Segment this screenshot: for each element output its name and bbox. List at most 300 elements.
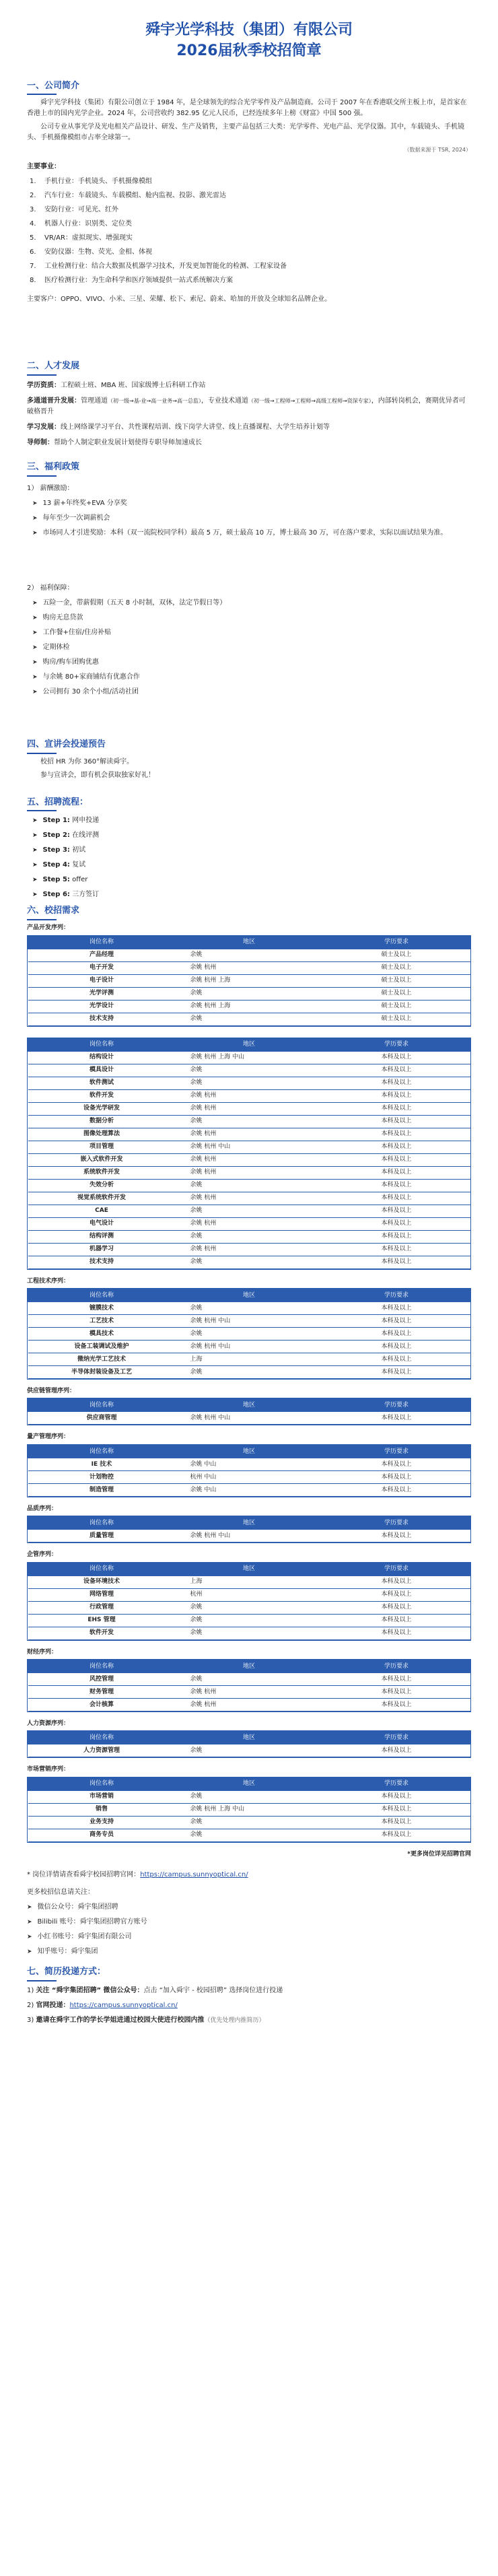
position-degree: 本科及以上 bbox=[323, 1064, 470, 1077]
table-header-cell: 学历要求 bbox=[323, 1563, 470, 1575]
table-header-cell: 地区 bbox=[176, 936, 323, 949]
position-degree: 本科及以上 bbox=[323, 1672, 470, 1685]
position-degree: 本科及以上 bbox=[323, 1089, 470, 1102]
position-location: 余姚 杭州 bbox=[176, 1166, 323, 1179]
table-header-cell: 岗位名称 bbox=[28, 1399, 176, 1412]
table-row bbox=[28, 961, 470, 974]
position-name: 供应商管理 bbox=[28, 1412, 176, 1425]
position-location: 余姚 bbox=[176, 1790, 323, 1803]
company-intro-para-2: 公司专业从事光学及光电相关产品设计、研发、生产及销售，主要产品包括三大类：光学零件、光电产品、光学仪器。其中，车载镜头、手机镜头、手机摄像模组市占率全球第一。 bbox=[27, 123, 464, 142]
table-row bbox=[28, 1627, 470, 1639]
table-row bbox=[28, 1483, 470, 1496]
table-row bbox=[28, 1179, 470, 1192]
table-header-cell: 岗位名称 bbox=[28, 1732, 176, 1744]
table-row bbox=[28, 1340, 470, 1353]
welfare-item: ➤ 定期体检 bbox=[32, 642, 471, 653]
process-step: ➤ Step 5: offer bbox=[32, 875, 471, 885]
position-name: 制造管理 bbox=[28, 1483, 176, 1496]
position-degree: 本科及以上 bbox=[323, 1102, 470, 1115]
position-location: 余姚 bbox=[176, 1829, 323, 1841]
table-row bbox=[28, 1327, 470, 1340]
table-row bbox=[28, 1575, 470, 1588]
table-row bbox=[28, 1314, 470, 1327]
table-row bbox=[28, 974, 470, 987]
position-degree: 本科及以上 bbox=[323, 1575, 470, 1588]
business-item: 1. 手机行业：手机镜头、手机摄像模组 bbox=[30, 178, 152, 186]
position-name: 视觉系统软件开发 bbox=[28, 1192, 176, 1205]
business-item: 6. 安防仪器：生物、荧光、金相、体视 bbox=[30, 248, 152, 257]
position-degree: 硕士及以上 bbox=[323, 949, 470, 961]
official-site-link[interactable]: https://campus.sunnyoptical.cn/ bbox=[140, 1871, 248, 1879]
position-degree: 本科及以上 bbox=[323, 1614, 470, 1627]
position-degree: 本科及以上 bbox=[323, 1128, 470, 1141]
position-name: 项目管理 bbox=[28, 1141, 176, 1153]
compensation-item: ➤ 13 薪+年终奖+EVA 分享奖 bbox=[32, 498, 471, 509]
position-degree: 本科及以上 bbox=[323, 1051, 470, 1064]
position-table bbox=[28, 1289, 470, 1379]
table-header-cell: 岗位名称 bbox=[28, 936, 176, 949]
position-degree: 本科及以上 bbox=[323, 1412, 470, 1425]
position-location: 余姚 杭州 上海 中山 bbox=[176, 1803, 323, 1816]
data-source-note: （数据来源于 TSR, 2024） bbox=[404, 147, 471, 154]
company-intro-para-1: 舜宇光学科技（集团）有限公司创立于 1984 年，是全球领先的综合光学零件及产品制造商。公司于 2007 年在香港联交所主板上市，是首家在香港上市的国内光学企业。2024 年，公司营收约 382.95 亿元人民币，已经连续多年上榜《财富》中国 500 强。 bbox=[27, 99, 467, 118]
position-table bbox=[28, 1398, 470, 1425]
table-row bbox=[28, 1128, 470, 1141]
position-name: 计划物控 bbox=[28, 1470, 176, 1483]
table-header-cell: 地区 bbox=[176, 1445, 323, 1458]
position-degree: 本科及以上 bbox=[323, 1141, 470, 1153]
table-row bbox=[28, 1803, 470, 1816]
table-row bbox=[28, 1412, 470, 1425]
table-row bbox=[28, 1205, 470, 1217]
position-degree: 本科及以上 bbox=[323, 1790, 470, 1803]
position-name: 半导体封装设备及工艺 bbox=[28, 1365, 176, 1378]
position-name: 质量管理 bbox=[28, 1530, 176, 1543]
section-benefits-heading: 三、福利政策 bbox=[27, 461, 471, 477]
position-name: 电气设计 bbox=[28, 1217, 176, 1230]
position-degree: 本科及以上 bbox=[323, 1458, 470, 1470]
more-positions-note: *更多岗位详见招聘官网 bbox=[407, 1850, 471, 1858]
position-name: 系统软件开发 bbox=[28, 1166, 176, 1179]
table-row bbox=[28, 1530, 470, 1543]
position-table bbox=[28, 1660, 470, 1711]
table-header-cell: 地区 bbox=[176, 1289, 323, 1301]
position-degree: 本科及以上 bbox=[323, 1353, 470, 1365]
position-location: 余姚 bbox=[176, 1601, 323, 1614]
business-item: 7. 工业检测行业：结合大数据及机器学习技术，开发更加智能化的检测、工程家设备 bbox=[30, 263, 287, 271]
position-location: 余姚 杭州 bbox=[176, 1128, 323, 1141]
position-degree: 本科及以上 bbox=[323, 1256, 470, 1268]
position-name: 产品经理 bbox=[28, 949, 176, 961]
position-name: 人力资源管理 bbox=[28, 1744, 176, 1757]
official-site-line: * 岗位详情请查看舜宇校园招聘官网：https://campus.sunnyoptical.cn/ bbox=[27, 1871, 248, 1879]
position-name: 结构设计 bbox=[28, 1051, 176, 1064]
welfare-item: ➤ 购房无息贷款 bbox=[32, 613, 471, 623]
position-location: 上海 bbox=[176, 1353, 323, 1365]
table-row bbox=[28, 949, 470, 961]
position-group-title: 企管序列： bbox=[27, 1551, 58, 1559]
business-item: 5. VR/AR：虚拟现实、增强现实 bbox=[30, 234, 133, 242]
process-step: ➤ Step 2: 在线评测 bbox=[32, 830, 471, 841]
table-row bbox=[28, 1829, 470, 1841]
position-degree: 本科及以上 bbox=[323, 1217, 470, 1230]
position-location: 上海 bbox=[176, 1575, 323, 1588]
position-name: 机器学习 bbox=[28, 1243, 176, 1256]
position-name: 失效分析 bbox=[28, 1179, 176, 1192]
position-location: 余姚 bbox=[176, 1013, 323, 1025]
position-location: 余姚 杭州 中山 bbox=[176, 1530, 323, 1543]
position-location: 余姚 杭州 bbox=[176, 1685, 323, 1698]
table-header-cell: 学历要求 bbox=[323, 1517, 470, 1530]
position-name: 设备光学研发 bbox=[28, 1102, 176, 1115]
position-table bbox=[28, 1731, 470, 1757]
process-steps bbox=[27, 815, 471, 900]
position-location: 余姚 bbox=[176, 1077, 323, 1089]
position-name: 行政管理 bbox=[28, 1601, 176, 1614]
position-degree: 本科及以上 bbox=[323, 1166, 470, 1179]
position-degree: 本科及以上 bbox=[323, 1243, 470, 1256]
table-header-cell: 地区 bbox=[176, 1399, 323, 1412]
welfare-item: ➤ 工作餐+住宿/住房补贴 bbox=[32, 628, 471, 638]
business-item: 8. 医疗检测行业：为生命科学和医疗领域提供一站式系统解决方案 bbox=[30, 277, 233, 285]
position-location: 余姚 bbox=[176, 1672, 323, 1685]
position-name: 业务支持 bbox=[28, 1816, 176, 1829]
position-location: 余姚 bbox=[176, 1179, 323, 1192]
position-degree: 硕士及以上 bbox=[323, 1013, 470, 1025]
table-row bbox=[28, 1000, 470, 1013]
section-company-intro-heading: 一、公司简介 bbox=[27, 79, 471, 96]
position-degree: 本科及以上 bbox=[323, 1627, 470, 1639]
position-name: 工艺技术 bbox=[28, 1314, 176, 1327]
position-group-title: 产品开发序列： bbox=[27, 924, 70, 932]
table-row bbox=[28, 1115, 470, 1128]
position-degree: 本科及以上 bbox=[323, 1685, 470, 1698]
position-name: 电子开发 bbox=[28, 961, 176, 974]
table-header-cell: 学历要求 bbox=[323, 1399, 470, 1412]
follow-item: ➤ 知乎账号：舜宇集团 bbox=[27, 1946, 471, 1957]
table-row bbox=[28, 1365, 470, 1378]
apply-item: 2) 官网投递：https://campus.sunnyoptical.cn/ bbox=[27, 2001, 178, 2009]
position-name: 微纳光学工艺技术 bbox=[28, 1353, 176, 1365]
position-degree: 硕士及以上 bbox=[323, 961, 470, 974]
presentation-line-2: 参与宣讲会，即有机会获取独家好礼！ bbox=[40, 771, 155, 779]
table-row bbox=[28, 1243, 470, 1256]
table-row bbox=[28, 1102, 470, 1115]
welfare-item: ➤ 与余姚 80+家商铺结有优惠合作 bbox=[32, 672, 471, 683]
position-location: 余姚 bbox=[176, 1064, 323, 1077]
position-location: 余姚 杭州 上海 bbox=[176, 974, 323, 987]
table-row bbox=[28, 1153, 470, 1166]
position-location: 余姚 杭州 bbox=[176, 1243, 323, 1256]
table-header-cell: 学历要求 bbox=[323, 1660, 470, 1672]
position-location: 余姚 杭州 bbox=[176, 961, 323, 974]
position-location: 余姚 杭州 上海 bbox=[176, 1000, 323, 1013]
talent-item-mentor: 导师制：帮助个人制定职业发展计划使得专职导师加速成长 bbox=[27, 438, 202, 446]
table-header-cell: 地区 bbox=[176, 1777, 323, 1790]
talent-item-qualification: 学历资质：工程硕士班、MBA 班、国家级博士后科研工作站 bbox=[27, 381, 206, 389]
position-name: 网络管理 bbox=[28, 1588, 176, 1601]
process-step: ➤ Step 1: 网申投递 bbox=[32, 815, 471, 826]
position-location: 余姚 bbox=[176, 1256, 323, 1268]
position-location: 余姚 bbox=[176, 1365, 323, 1378]
position-location: 余姚 bbox=[176, 1205, 323, 1217]
table-header-cell: 地区 bbox=[176, 1660, 323, 1672]
position-group-title: 人力资源序列： bbox=[27, 1720, 70, 1727]
table-row bbox=[28, 1353, 470, 1365]
process-step: ➤ Step 4: 复试 bbox=[32, 860, 471, 871]
table-row bbox=[28, 987, 470, 1000]
position-degree: 本科及以上 bbox=[323, 1115, 470, 1128]
table-header-cell: 学历要求 bbox=[323, 1732, 470, 1744]
position-location: 余姚 杭州 bbox=[176, 1089, 323, 1102]
table-header-cell: 学历要求 bbox=[323, 1289, 470, 1301]
table-header-cell: 学历要求 bbox=[323, 1777, 470, 1790]
position-degree: 本科及以上 bbox=[323, 1192, 470, 1205]
position-location: 余姚 杭州 中山 bbox=[176, 1141, 323, 1153]
apply-methods bbox=[27, 1986, 471, 2026]
position-degree: 本科及以上 bbox=[323, 1205, 470, 1217]
table-row bbox=[28, 1470, 470, 1483]
position-degree: 本科及以上 bbox=[323, 1153, 470, 1166]
company-title: 舜宇光学科技（集团）有限公司 bbox=[145, 22, 353, 38]
welfare-list bbox=[27, 598, 471, 698]
table-row bbox=[28, 1672, 470, 1685]
table-header-cell: 岗位名称 bbox=[28, 1038, 176, 1051]
position-name: 会计核算 bbox=[28, 1698, 176, 1711]
position-name: 财务管理 bbox=[28, 1685, 176, 1698]
position-location: 余姚 bbox=[176, 1627, 323, 1639]
section-campus-demand-heading: 六、校招需求 bbox=[27, 904, 471, 920]
position-group-title: 市场营销序列： bbox=[27, 1766, 70, 1773]
follow-item: ➤ Bilibili 账号：舜宇集团招聘官方账号 bbox=[27, 1917, 471, 1928]
table-row bbox=[28, 1301, 470, 1314]
position-location: 余姚 杭州 中山 bbox=[176, 1412, 323, 1425]
position-name: 技术支持 bbox=[28, 1013, 176, 1025]
section-presentation-heading: 四、宣讲会投递预告 bbox=[27, 738, 471, 754]
position-degree: 硕士及以上 bbox=[323, 987, 470, 1000]
position-group-title: 品质序列： bbox=[27, 1505, 58, 1512]
follow-item: ➤ 微信公众号：舜宇集团招聘 bbox=[27, 1902, 471, 1913]
position-location: 杭州 中山 bbox=[176, 1470, 323, 1483]
position-degree: 本科及以上 bbox=[323, 1365, 470, 1378]
position-location: 余姚 杭州 中山 bbox=[176, 1340, 323, 1353]
table-row bbox=[28, 1064, 470, 1077]
position-degree: 本科及以上 bbox=[323, 1314, 470, 1327]
position-location: 余姚 bbox=[176, 1327, 323, 1340]
position-location: 余姚 杭州 bbox=[176, 1192, 323, 1205]
position-table bbox=[28, 1563, 470, 1640]
table-header-cell: 学历要求 bbox=[323, 936, 470, 949]
info-links bbox=[27, 1870, 471, 1957]
apply-site-link[interactable]: https://campus.sunnyoptical.cn/ bbox=[69, 2001, 178, 2009]
position-table bbox=[28, 1445, 470, 1497]
compensation-item: ➤ 市场同人才引进奖励：本科（双一流院校同学科）最高 5 万，硕士最高 10 万，博士最高 30 万，可在落户要求，实际以面试结果为准。 bbox=[32, 528, 471, 539]
business-item: 4. 机器人行业：识别类、定位类 bbox=[30, 220, 132, 228]
table-row bbox=[28, 1816, 470, 1829]
position-degree: 硕士及以上 bbox=[323, 974, 470, 987]
position-name: 电子设计 bbox=[28, 974, 176, 987]
position-name: 数据分析 bbox=[28, 1115, 176, 1128]
position-degree: 本科及以上 bbox=[323, 1601, 470, 1614]
position-location: 余姚 bbox=[176, 1816, 323, 1829]
table-row bbox=[28, 1458, 470, 1470]
position-degree: 本科及以上 bbox=[323, 1483, 470, 1496]
follow-heading: 更多校招信息请关注： bbox=[27, 1889, 94, 1897]
position-degree: 本科及以上 bbox=[323, 1816, 470, 1829]
table-row bbox=[28, 1166, 470, 1179]
position-table bbox=[28, 936, 470, 1026]
table-header-cell: 学历要求 bbox=[323, 1445, 470, 1458]
position-degree: 本科及以上 bbox=[323, 1301, 470, 1314]
table-header-cell: 学历要求 bbox=[323, 1038, 470, 1051]
table-row bbox=[28, 1790, 470, 1803]
apply-item: 3) 邀请在舜宇工作的学长学姐进通过校园大使进行校园内推（优先处理内推简历） bbox=[27, 2016, 265, 2024]
position-degree: 本科及以上 bbox=[323, 1230, 470, 1243]
benefits-compensation-heading: 1） 薪酬激励： bbox=[27, 484, 74, 492]
table-row bbox=[28, 1192, 470, 1205]
position-location: 余姚 杭州 bbox=[176, 1217, 323, 1230]
position-name: 光学设计 bbox=[28, 1000, 176, 1013]
table-row bbox=[28, 1256, 470, 1268]
table-row bbox=[28, 1230, 470, 1243]
position-group-title: 工程技术序列： bbox=[27, 1277, 70, 1285]
section-talent-development-heading: 二、人才发展 bbox=[27, 360, 471, 376]
position-degree: 本科及以上 bbox=[323, 1744, 470, 1757]
position-name: 设备环境技术 bbox=[28, 1575, 176, 1588]
table-row bbox=[28, 1744, 470, 1757]
table-header-cell: 岗位名称 bbox=[28, 1517, 176, 1530]
table-header-cell: 岗位名称 bbox=[28, 1660, 176, 1672]
position-name: 设备工装调试及维护 bbox=[28, 1340, 176, 1353]
welfare-item: ➤ 公司拥有 30 余个小组/活动社团 bbox=[32, 687, 471, 698]
position-degree: 本科及以上 bbox=[323, 1698, 470, 1711]
position-location: 杭州 bbox=[176, 1588, 323, 1601]
main-clients: 主要客户：OPPO、VIVO、小米、三星、荣耀、松下、索尼、蔚来、哈加的开放及全球知名品牌企业。 bbox=[27, 296, 332, 304]
position-location: 余姚 杭州 bbox=[176, 1698, 323, 1711]
position-degree: 硕士及以上 bbox=[323, 1000, 470, 1013]
position-name: EHS 管理 bbox=[28, 1614, 176, 1627]
section-process-heading: 五、招聘流程： bbox=[27, 796, 471, 812]
main-business-heading: 主要事业： bbox=[27, 163, 61, 171]
follow-item: ➤ 小红书账号：舜宇集团有限公司 bbox=[27, 1932, 471, 1942]
benefits-welfare-heading: 2） 福利保障： bbox=[27, 584, 74, 592]
process-step: ➤ Step 6: 三方签订 bbox=[32, 889, 471, 900]
position-name: IE 技术 bbox=[28, 1458, 176, 1470]
position-tables bbox=[27, 923, 471, 1843]
follow-list bbox=[27, 1902, 471, 1957]
table-row bbox=[28, 1588, 470, 1601]
position-name: 嵌入式软件开发 bbox=[28, 1153, 176, 1166]
table-row bbox=[28, 1614, 470, 1627]
table-header-cell: 地区 bbox=[176, 1732, 323, 1744]
position-name: 模具设计 bbox=[28, 1064, 176, 1077]
table-header-cell: 地区 bbox=[176, 1038, 323, 1051]
position-degree: 本科及以上 bbox=[323, 1077, 470, 1089]
section-apply-heading: 七、简历投递方式： bbox=[27, 1965, 471, 1981]
position-location: 余姚 杭州 bbox=[176, 1102, 323, 1115]
table-header-cell: 岗位名称 bbox=[28, 1563, 176, 1575]
table-header-cell: 岗位名称 bbox=[28, 1289, 176, 1301]
position-degree: 本科及以上 bbox=[323, 1340, 470, 1353]
table-row bbox=[28, 1051, 470, 1064]
position-location: 余姚 中山 bbox=[176, 1483, 323, 1496]
business-item: 2. 汽车行业：车载镜头、车载模组、舱内监视、投影、激光雷达 bbox=[30, 192, 226, 200]
position-name: 软件开发 bbox=[28, 1089, 176, 1102]
position-location: 余姚 bbox=[176, 1230, 323, 1243]
position-name: 风控管理 bbox=[28, 1672, 176, 1685]
position-name: 市场营销 bbox=[28, 1790, 176, 1803]
presentation-line-1: 校招 HR 为你 360°解读舜宇。 bbox=[40, 757, 134, 766]
compensation-list bbox=[27, 498, 471, 539]
position-name: 销售 bbox=[28, 1803, 176, 1816]
table-row bbox=[28, 1698, 470, 1711]
talent-item-promotion: 多通道晋升发展：管理通道（初一级→基-业→高一业务→高一总监），专业技术通道（初一级→工程师→工程师→高级工程师→资深专家），内部转岗机会，赛期优异者可破格晋升 bbox=[27, 397, 466, 415]
position-degree: 本科及以上 bbox=[323, 1803, 470, 1816]
position-group-title: 供应链管理序列： bbox=[27, 1387, 76, 1394]
main-business-list bbox=[30, 176, 471, 286]
table-header-cell: 地区 bbox=[176, 1517, 323, 1530]
position-name: 商务专员 bbox=[28, 1829, 176, 1841]
table-row bbox=[28, 1013, 470, 1025]
table-row bbox=[28, 1217, 470, 1230]
talent-item-learning: 学习发展：线上网络课学习平台、共性课程培训、线下岗学大讲堂、线上直播课程、大学生培养计划等 bbox=[27, 423, 330, 431]
table-header-cell: 岗位名称 bbox=[28, 1777, 176, 1790]
position-location: 余姚 杭州 bbox=[176, 1153, 323, 1166]
table-header-cell: 地区 bbox=[176, 1563, 323, 1575]
business-item: 3. 安防行业：可见光、红外 bbox=[30, 206, 118, 214]
position-name: 图像处理算法 bbox=[28, 1128, 176, 1141]
position-table bbox=[28, 1516, 470, 1543]
position-location: 余姚 杭州 上海 中山 bbox=[176, 1051, 323, 1064]
position-group-title: 量产管理序列： bbox=[27, 1433, 70, 1441]
position-location: 余姚 bbox=[176, 1744, 323, 1757]
table-header-cell: 岗位名称 bbox=[28, 1445, 176, 1458]
position-name: 镀膜技术 bbox=[28, 1301, 176, 1314]
position-degree: 本科及以上 bbox=[323, 1179, 470, 1192]
position-location: 余姚 杭州 中山 bbox=[176, 1314, 323, 1327]
recruitment-title: 2026届秋季校招简章 bbox=[176, 42, 322, 59]
position-group-title: 财经序列： bbox=[27, 1648, 58, 1656]
position-table bbox=[28, 1777, 470, 1842]
position-location: 余姚 bbox=[176, 987, 323, 1000]
welfare-item: ➤ 购房/购车团购优惠 bbox=[32, 657, 471, 668]
position-degree: 本科及以上 bbox=[323, 1470, 470, 1483]
process-step: ➤ Step 3: 初试 bbox=[32, 845, 471, 856]
position-degree: 本科及以上 bbox=[323, 1530, 470, 1543]
position-name: 技术支持 bbox=[28, 1256, 176, 1268]
position-degree: 本科及以上 bbox=[323, 1829, 470, 1841]
table-row bbox=[28, 1685, 470, 1698]
table-row bbox=[28, 1601, 470, 1614]
position-degree: 本科及以上 bbox=[323, 1588, 470, 1601]
position-location: 余姚 中山 bbox=[176, 1458, 323, 1470]
position-name: CAE bbox=[28, 1205, 176, 1217]
position-name: 结构评测 bbox=[28, 1230, 176, 1243]
position-name: 软件测试 bbox=[28, 1077, 176, 1089]
position-location: 余姚 bbox=[176, 949, 323, 961]
welfare-item: ➤ 五险一金，带薪假期（五天 8 小时制，双休，法定节假日等） bbox=[32, 598, 471, 609]
position-name: 模具技术 bbox=[28, 1327, 176, 1340]
position-degree: 本科及以上 bbox=[323, 1327, 470, 1340]
table-row bbox=[28, 1141, 470, 1153]
apply-item: 1) 关注 “舜宇集团招聘” 微信公众号：点击 “加入舜宇 - 校园招聘” 选择岗位进行投递 bbox=[27, 1986, 283, 1994]
position-name: 光学评测 bbox=[28, 987, 176, 1000]
position-location: 余姚 bbox=[176, 1301, 323, 1314]
position-table bbox=[28, 1038, 470, 1269]
table-row bbox=[28, 1077, 470, 1089]
table-row bbox=[28, 1089, 470, 1102]
compensation-item: ➤ 每年至少一次调薪机会 bbox=[32, 513, 471, 524]
